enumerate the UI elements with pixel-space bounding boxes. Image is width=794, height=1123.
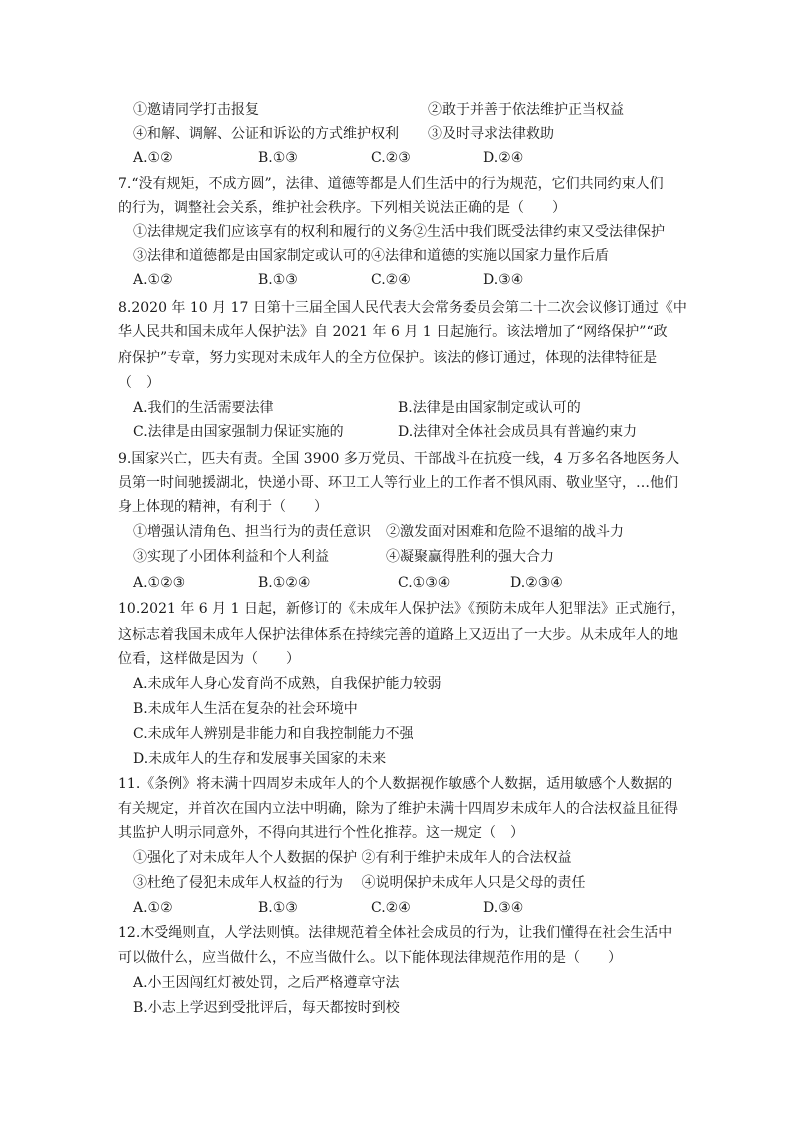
- q9-stem-line-1: 9.国家兴亡，匹夫有责。全国 3900 多万党员、干部战斗在抗疫一线，4 万多名各地医务人: [118, 451, 680, 467]
- q10-stem-line-2: 这标志着我国未成年人保护法律体系在持续完善的道路上又迈出了一大步。从未成年人的地: [118, 627, 678, 643]
- q11-statement-3-4: ③杜绝了侵犯未成年人权益的行为 ④说明保护未成年人只是父母的责任: [133, 875, 586, 891]
- q12-choice-b: B.小志上学迟到受批评后，每天都按时到校: [133, 1000, 400, 1016]
- q12-stem-line-2: 可以做什么，应当做什么，不应当做什么。以下能体现法律规范作用的是（ ）: [118, 950, 622, 966]
- q10-choice-b: B.未成年人生活在复杂的社会环境中: [133, 701, 358, 717]
- q7-stem-line-1: 7.“没有规矩，不成方圆”，法律、道德等都是人们生活中的行为规范，它们共同约束人们: [118, 176, 664, 192]
- q6-choice-d: D.②④: [483, 150, 524, 166]
- q8-choice-a: A.我们的生活需要法律: [133, 400, 274, 416]
- q6-statement-1: ①邀请同学打击报复: [133, 102, 259, 118]
- q6-statement-3: ③及时寻求法律救助: [428, 126, 554, 142]
- q7-choice-c: C.②④: [371, 272, 411, 288]
- q9-choice-b: B.①②④: [258, 575, 311, 591]
- q9-stem-line-3: 身上体现的精神，有利于（ ）: [118, 499, 328, 515]
- q9-statement-2: ②激发面对困难和危险不退缩的战斗力: [386, 524, 624, 540]
- q8-stem-line-2: 华人民共和国未成年人保护法》自 2021 年 6 月 1 日起施行。该法增加了“网络保护”“政: [118, 324, 668, 340]
- q9-choice-c: C.①③④: [398, 575, 451, 591]
- q8-stem-line-4: （ ）: [118, 375, 160, 391]
- q8-stem-line-3: 府保护”专章，努力实现对未成年人的全方位保护。该法的修订通过，体现的法律特征是: [118, 350, 658, 366]
- q10-choice-d: D.未成年人的生存和发展事关国家的未来: [133, 751, 387, 767]
- q11-stem-line-3: 其监护人明示同意外，不得向其进行个性化推荐。这一规定（ ）: [118, 825, 524, 841]
- q6-statement-2: ②敢于并善于依法维护正当权益: [428, 102, 624, 118]
- q11-choice-c: C.②④: [371, 900, 411, 916]
- q6-choice-c: C.②③: [371, 150, 411, 166]
- q11-choice-b: B.①③: [258, 900, 298, 916]
- q7-statement-3-4: ③法律和道德都是由国家制定或认可的④法律和道德的实施以国家力量作后盾: [133, 248, 609, 264]
- q7-statement-1-2: ①法律规定我们应该享有的权利和履行的义务②生活中我们既受法律约束又受法律保护: [133, 224, 665, 240]
- q7-choice-d: D.③④: [483, 272, 524, 288]
- q9-statement-1: ①增强认清角色、担当行为的责任意识: [133, 524, 371, 540]
- q10-choice-a: A.未成年人身心发育尚不成熟，自我保护能力较弱: [133, 676, 442, 692]
- q7-choice-a: A.①②: [133, 272, 173, 288]
- q10-stem-line-3: 位看，这样做是因为（ ）: [118, 651, 300, 667]
- q9-choice-a: A.①②③: [133, 575, 186, 591]
- q9-statement-3: ③实现了小团体利益和个人利益: [133, 549, 329, 565]
- q7-stem-line-2: 的行为，调整社会关系，维护社会秩序。下列相关说法正确的是（ ）: [118, 200, 566, 216]
- q8-choice-b: B.法律是由国家制定或认可的: [398, 400, 581, 416]
- q11-choice-a: A.①②: [133, 900, 173, 916]
- q9-stem-line-2: 员第一时间驰援湖北，快递小哥、环卫工人等行业上的工作者不惧风雨、敬业坚守，…他们: [118, 475, 678, 491]
- q11-statement-1-2: ①强化了对未成年人个人数据的保护 ②有利于维护未成年人的合法权益: [133, 850, 572, 866]
- q6-statement-4: ④和解、调解、公证和诉讼的方式维护权利: [133, 126, 399, 142]
- q9-statement-4: ④凝聚赢得胜利的强大合力: [386, 549, 554, 565]
- q6-choice-b: B.①③: [258, 150, 298, 166]
- q7-choice-b: B.①③: [258, 272, 298, 288]
- q10-stem-line-1: 10.2021 年 6 月 1 日起，新修订的《未成年人保护法》《预防未成年人犯罪法》正式施行，: [118, 601, 685, 617]
- q10-choice-c: C.未成年人辨别是非能力和自我控制能力不强: [133, 726, 414, 742]
- q8-choice-c: C.法律是由国家强制力保证实施的: [133, 424, 344, 440]
- q11-stem-line-2: 有关规定，并首次在国内立法中明确，除为了维护未满十四周岁未成年人的合法权益且征得: [118, 801, 678, 817]
- q11-stem-line-1: 11.《条例》将未满十四周岁未成年人的个人数据视作敏感个人数据，适用敏感个人数据的: [118, 776, 673, 792]
- q8-choice-d: D.法律对全体社会成员具有普遍约束力: [398, 424, 638, 440]
- q11-choice-d: D.③④: [483, 900, 524, 916]
- q12-choice-a: A.小王因闯红灯被处罚，之后严格遵章守法: [133, 975, 400, 991]
- q8-stem-line-1: 8.2020 年 10 月 17 日第十三届全国人民代表大会常务委员会第二十二次会议修订通过《中: [118, 300, 687, 316]
- q12-stem-line-1: 12.木受绳则直，人学法则慎。法律规范着全体社会成员的行为，让我们懂得在社会生活中: [118, 925, 673, 941]
- q6-choice-a: A.①②: [133, 150, 173, 166]
- q9-choice-d: D.②③④: [510, 575, 563, 591]
